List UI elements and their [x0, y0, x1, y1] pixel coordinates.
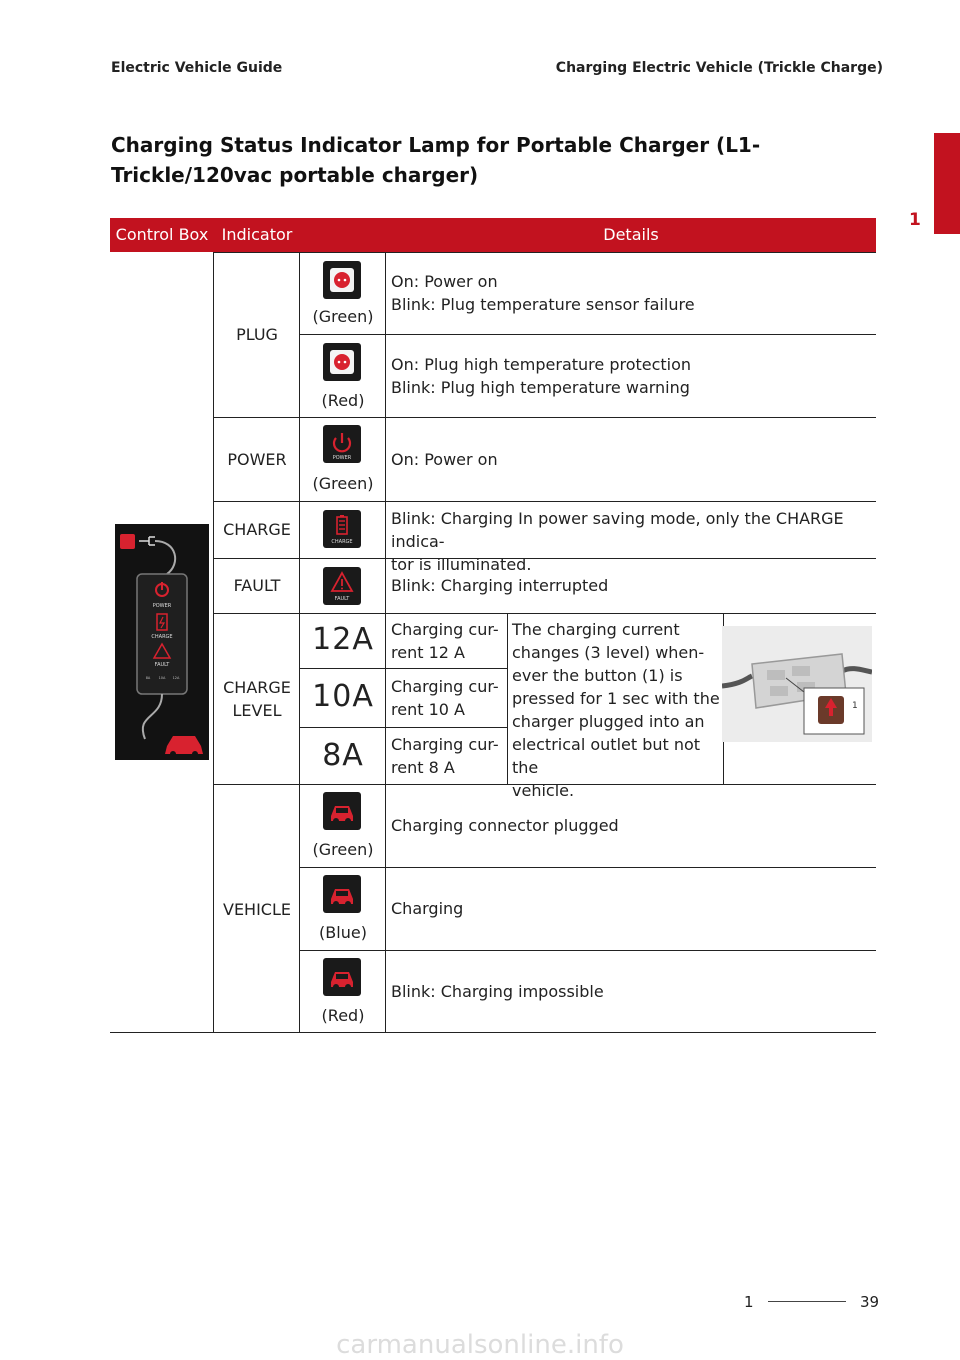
- row-divider: [299, 668, 508, 669]
- detail-line: Blink: Charging In power saving mode, only the CHARGE indica-: [391, 509, 844, 551]
- detail-line: On: Power on: [391, 272, 498, 291]
- row-name-fault: FAULT: [233, 576, 281, 595]
- desc-line: rent 12 A: [391, 643, 465, 662]
- row-divider: [213, 252, 876, 253]
- note-line: changes (3 level) when-: [512, 643, 705, 662]
- watermark: carmanualsonline.info: [336, 1330, 624, 1360]
- name-line: CHARGE: [223, 678, 291, 697]
- row-name-charge-level: [214, 676, 300, 722]
- level-desc: [391, 675, 503, 721]
- charger-level-label: 8A: [145, 676, 151, 680]
- charger-label: FAULT: [154, 662, 170, 668]
- plug-red-label: (Red): [321, 391, 365, 410]
- note-line: The charging current: [512, 620, 680, 639]
- chapter-tab: [934, 133, 960, 234]
- control-box-image: [115, 524, 209, 760]
- header-indicator-name: Indicator: [221, 225, 293, 244]
- header-details: Details: [603, 225, 659, 244]
- vehicle-green-icon: [323, 792, 361, 830]
- desc-line: rent 10 A: [391, 700, 465, 719]
- charge-icon: [323, 510, 361, 548]
- detail-line: Blink: Plug temperature sensor failure: [391, 295, 695, 314]
- level-desc: [391, 733, 503, 779]
- table-bottom-rule: [110, 1032, 876, 1033]
- vehicle-blue-icon: [323, 875, 361, 913]
- col-divider: [507, 613, 508, 784]
- row-name-charge: CHARGE: [223, 520, 291, 539]
- plug-red-detail: [391, 353, 871, 399]
- power-icon-text: POWER: [332, 455, 352, 461]
- row-name-plug: PLUG: [236, 325, 278, 344]
- chapter-number: 1: [909, 210, 921, 230]
- vehicle-green-label: (Green): [312, 840, 374, 859]
- table-header-row: [110, 218, 876, 252]
- note-line: charger plugged into an: [512, 712, 705, 731]
- level-value: 8A: [322, 738, 364, 773]
- detail-line: tor is illuminated.: [391, 555, 532, 574]
- level-value: 10A: [312, 679, 374, 714]
- charger-level-label: 12A: [172, 676, 180, 680]
- note-line: ever the button (1) is: [512, 666, 683, 685]
- vehicle-red-detail: Blink: Charging impossible: [391, 982, 604, 1001]
- charger-illustration: [115, 524, 209, 760]
- charger-button-photo: [722, 626, 872, 742]
- row-name-power: POWER: [227, 450, 287, 469]
- charger-label: CHARGE: [151, 634, 173, 640]
- row-divider: [213, 613, 876, 614]
- vehicle-red-label: (Red): [321, 1006, 365, 1025]
- row-divider: [213, 417, 876, 418]
- row-divider: [299, 950, 876, 951]
- header-section-title: Charging Electric Vehicle (Trickle Charge): [555, 60, 883, 76]
- charge-level-note: [512, 618, 720, 802]
- detail-line: Blink: Plug high temperature warning: [391, 378, 690, 397]
- name-line: LEVEL: [232, 701, 282, 720]
- level-value: 12A: [312, 622, 374, 657]
- charger-label: POWER: [152, 603, 172, 609]
- desc-line: Charging cur-: [391, 735, 499, 754]
- fault-detail: Blink: Charging interrupted: [391, 576, 609, 595]
- row-divider: [299, 334, 876, 335]
- desc-line: rent 8 A: [391, 758, 455, 777]
- plug-red-icon: [323, 343, 361, 381]
- level-desc: [391, 618, 503, 664]
- power-icon: [323, 425, 361, 463]
- charge-detail: [391, 507, 871, 576]
- plug-green-detail: [391, 270, 871, 316]
- row-divider: [299, 727, 508, 728]
- fault-icon-text: FAULT: [334, 596, 350, 602]
- footer-rule: [768, 1301, 846, 1302]
- power-label: (Green): [312, 474, 374, 493]
- plug-green-label: (Green): [312, 307, 374, 326]
- row-divider: [213, 501, 876, 502]
- desc-line: Charging cur-: [391, 620, 499, 639]
- plug-green-icon: [323, 261, 361, 299]
- charger-level-label: 10A: [158, 676, 166, 680]
- desc-line: Charging cur-: [391, 677, 499, 696]
- row-name-vehicle: VEHICLE: [223, 900, 291, 919]
- vehicle-blue-detail: Charging: [391, 899, 464, 918]
- vehicle-blue-label: (Blue): [319, 923, 367, 942]
- note-line: electrical outlet but not the: [512, 735, 701, 777]
- detail-line: On: Plug high temperature protection: [391, 355, 692, 374]
- page-number: 39: [860, 1293, 880, 1311]
- page-title: Charging Status Indicator Lamp for Portable Charger (L1-Trickle/120vac portable charger): [111, 133, 761, 187]
- charge-icon-text: CHARGE: [331, 539, 353, 545]
- power-detail: On: Power on: [391, 450, 498, 469]
- header-guide-title: Electric Vehicle Guide: [111, 60, 283, 76]
- photo-callout-number: 1: [852, 701, 858, 711]
- vehicle-green-detail: Charging connector plugged: [391, 816, 619, 835]
- fault-icon: [323, 567, 361, 605]
- header-control-box: Control Box: [115, 225, 209, 244]
- note-line: pressed for 1 sec with the: [512, 689, 720, 708]
- vehicle-red-icon: [323, 958, 361, 996]
- footer-chapter: 1: [744, 1293, 754, 1311]
- note-line: vehicle.: [512, 781, 575, 800]
- row-divider: [299, 867, 876, 868]
